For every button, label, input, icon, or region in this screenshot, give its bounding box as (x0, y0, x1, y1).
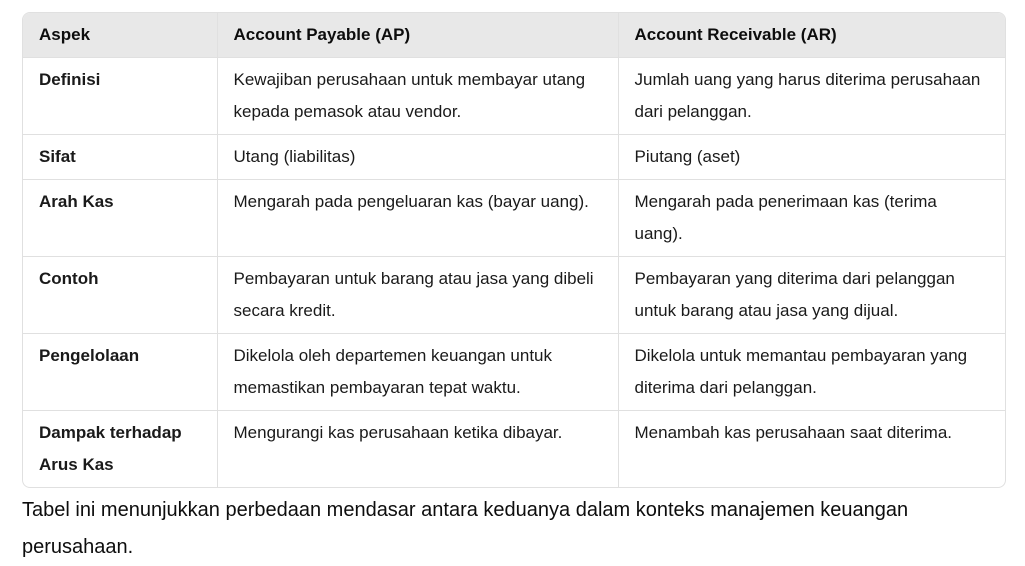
table-row (23, 180, 1005, 257)
row-aspect: Definisi (23, 58, 217, 135)
row-ar-cell: Jumlah uang yang harus diterima perusahaan dari pelanggan. (618, 58, 1005, 135)
row-ap-cell: Mengurangi kas perusahaan ketika dibayar. (217, 411, 618, 488)
row-ap-cell: Utang (liabilitas) (217, 135, 618, 180)
row-aspect: Dampak terhadap Arus Kas (23, 411, 217, 488)
row-aspect: Arah Kas (23, 180, 217, 257)
table-row (23, 257, 1005, 334)
row-ar-cell: Piutang (aset) (618, 135, 1005, 180)
table-header-row (23, 13, 1005, 58)
row-ap-cell: Pembayaran untuk barang atau jasa yang dibeli secara kredit. (217, 257, 618, 334)
table-row (23, 58, 1005, 135)
comparison-table-container (22, 12, 1006, 488)
header-aspek: Aspek (23, 13, 217, 58)
row-aspect: Pengelolaan (23, 334, 217, 411)
row-ap-cell: Kewajiban perusahaan untuk membayar utang kepada pemasok atau vendor. (217, 58, 618, 135)
header-account-receivable: Account Receivable (AR) (618, 13, 1005, 58)
row-ar-cell: Mengarah pada penerimaan kas (terima uang). (618, 180, 1005, 257)
row-ap-cell: Mengarah pada pengeluaran kas (bayar uang). (217, 180, 618, 257)
header-account-payable: Account Payable (AP) (217, 13, 618, 58)
table-row (23, 334, 1005, 411)
row-ap-cell: Dikelola oleh departemen keuangan untuk memastikan pembayaran tepat waktu. (217, 334, 618, 411)
row-aspect: Sifat (23, 135, 217, 180)
row-ar-cell: Pembayaran yang diterima dari pelanggan untuk barang atau jasa yang dijual. (618, 257, 1005, 334)
row-aspect: Contoh (23, 257, 217, 334)
table-row (23, 411, 1005, 488)
table-row (23, 135, 1005, 180)
comparison-table (23, 13, 1005, 487)
row-ar-cell: Dikelola untuk memantau pembayaran yang diterima dari pelanggan. (618, 334, 1005, 411)
summary-text: Tabel ini menunjukkan perbedaan mendasar antara keduanya dalam konteks manajemen keuangan perusahaan. (22, 499, 909, 558)
row-ar-cell: Menambah kas perusahaan saat diterima. (634, 423, 953, 442)
